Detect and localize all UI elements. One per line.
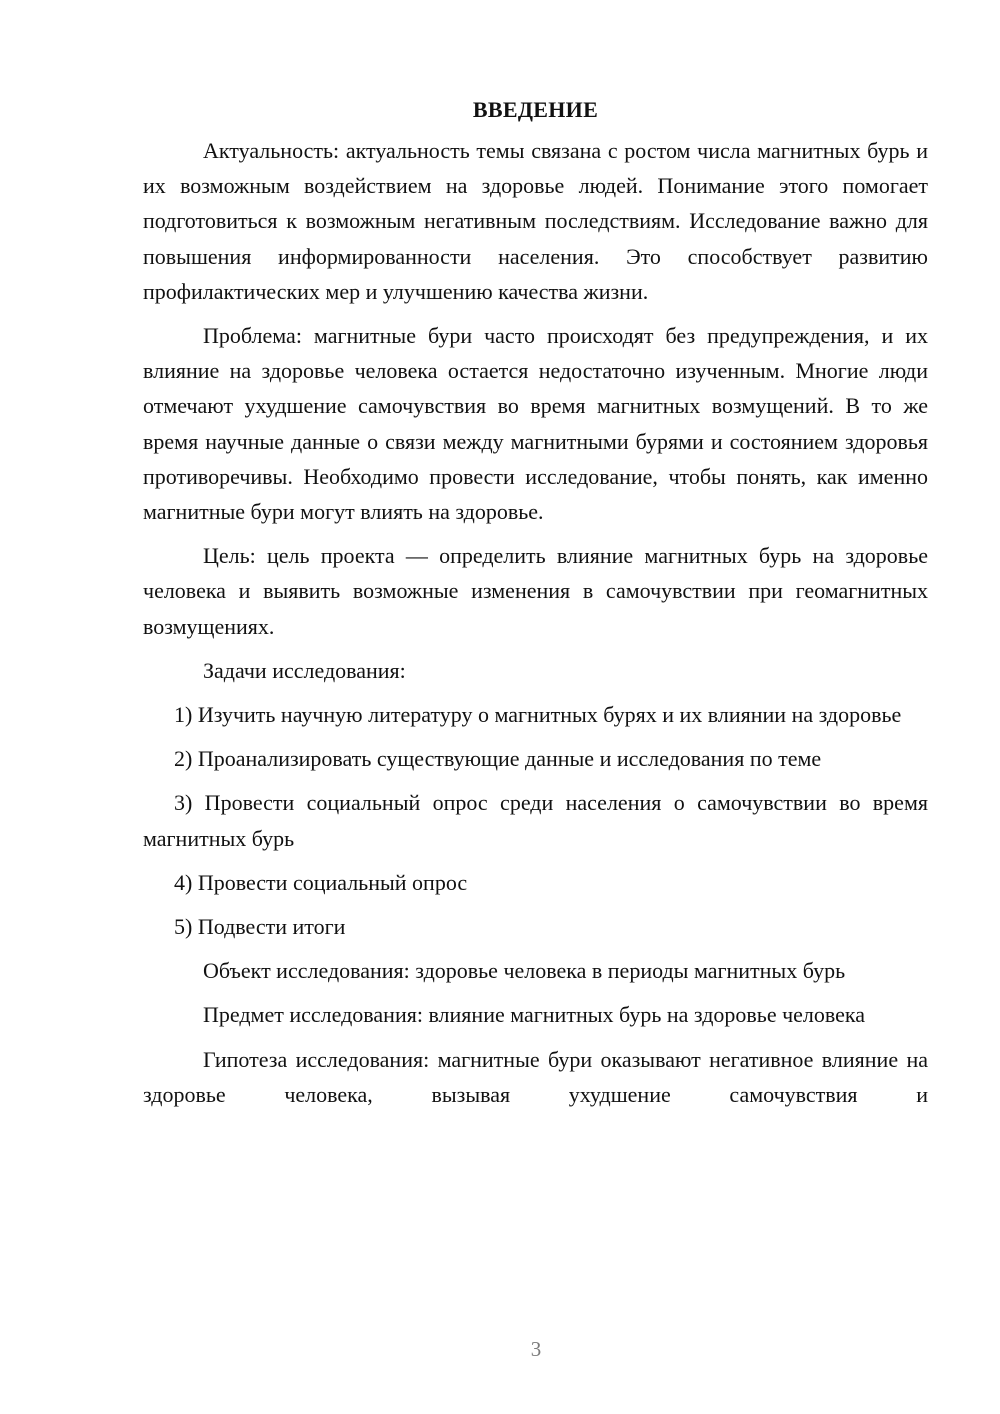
goal-paragraph: Цель: цель проекта — определить влияние магнитных бурь на здоровье человека и выявить возможные изменения в самочувствии при геомагнитных возмущениях. <box>143 543 928 639</box>
problem-paragraph: Проблема: магнитные бури часто происходят без предупреждения, и их влияние на здоровье человека остается недостаточно изученным. Многие люди отмечают ухудшение самочувствия во время магнитных возмущений. В то же время научные данные о связи между магнитными бурями и состоянием здоровья противоречивы. Необходимо провести исследование, чтобы понять, как именно магнитные бури могут влиять на здоровье. <box>143 323 928 525</box>
section-heading: ВВЕДЕНИЕ <box>472 97 599 122</box>
task-item-5: 5) Подвести итоги <box>174 914 346 940</box>
task-item-1: 1) Изучить научную литературу о магнитных бурях и их влиянии на здоровье <box>174 702 902 728</box>
page-number: 3 <box>530 1337 542 1361</box>
task-item-4: 4) Провести социальный опрос <box>174 869 468 895</box>
object-paragraph: Объект исследования: здоровье человека в периоды магнитных бурь <box>203 958 846 984</box>
page-content <box>143 92 928 1121</box>
task-item-3: 3) Провести социальный опрос среди населения о самочувствии во время магнитных бурь <box>143 790 928 851</box>
task-item-2: 2) Проанализировать существующие данные и исследования по теме <box>174 746 822 772</box>
subject-paragraph: Предмет исследования: влияние магнитных бурь на здоровье человека <box>203 1002 866 1028</box>
hypothesis-paragraph: Гипотеза исследования: магнитные бури оказывают негативное влияние на здоровье человека, вызывая ухудшение самочувствия и <box>143 1046 928 1107</box>
relevance-paragraph: Актуальность: актуальность темы связана с ростом числа магнитных бурь и их возможным воздействием на здоровье людей. Понимание этого помогает подготовиться к возможным негативным последствиям. Исследование важно для повышения информированности населения. Это способствует развитию профилактических мер и улучшению качества жизни. <box>143 138 928 304</box>
tasks-title: Задачи исследования: <box>203 657 406 683</box>
